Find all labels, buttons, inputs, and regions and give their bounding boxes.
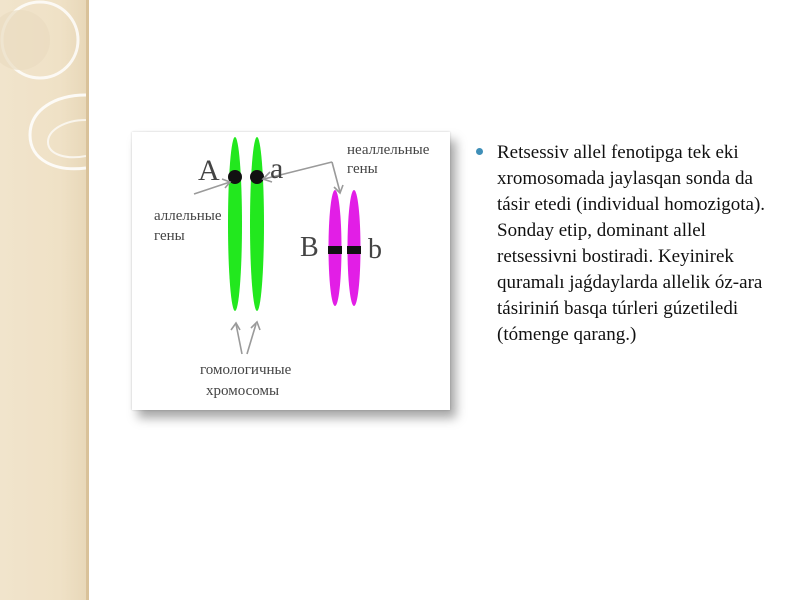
- label-allele-a: a: [270, 152, 284, 185]
- homologous-arrows: [231, 322, 260, 354]
- allele-diagram: [132, 132, 450, 410]
- label-allele-b: b: [368, 234, 382, 265]
- bullet-icon: [476, 148, 483, 155]
- label-allelic-genes-2: гены: [154, 228, 185, 244]
- bullet-item: [476, 140, 776, 348]
- description-text-block: [476, 140, 776, 348]
- label-nonallelic-genes-2: гены: [347, 161, 378, 177]
- bullet-text: Retsessiv allel fenotipga tek eki xromosomada jaylasqan sonda da tásir etedi (individual homozigota). Sonday etip, dominant allel retsessivni bostiradi. Keyinirek quramalı jaǵdaylarda allelik óz-ara tásiriniń basqa túrleri gúzetiledi (tómenge qarang.): [497, 142, 766, 345]
- label-homologous-chromosomes-1: гомологичные: [200, 362, 292, 378]
- decorative-side-band: [0, 0, 89, 600]
- label-homologous-chromosomes-2: хромосомы: [206, 383, 280, 399]
- homologous-chromosome-left: [228, 137, 242, 311]
- decorative-swirl-icon: [0, 0, 86, 600]
- chromosome-diagram: [132, 132, 450, 410]
- label-allele-A: A: [198, 154, 220, 187]
- label-allelic-genes-1: аллельные: [154, 208, 222, 224]
- homologous-chromosome-right: [250, 137, 264, 311]
- label-nonallelic-genes-1: неаллельные: [347, 142, 430, 158]
- gene-marker-b: [347, 246, 361, 254]
- gene-marker-a: [250, 170, 264, 184]
- label-allele-B: B: [300, 232, 319, 263]
- gene-marker-B: [328, 246, 342, 254]
